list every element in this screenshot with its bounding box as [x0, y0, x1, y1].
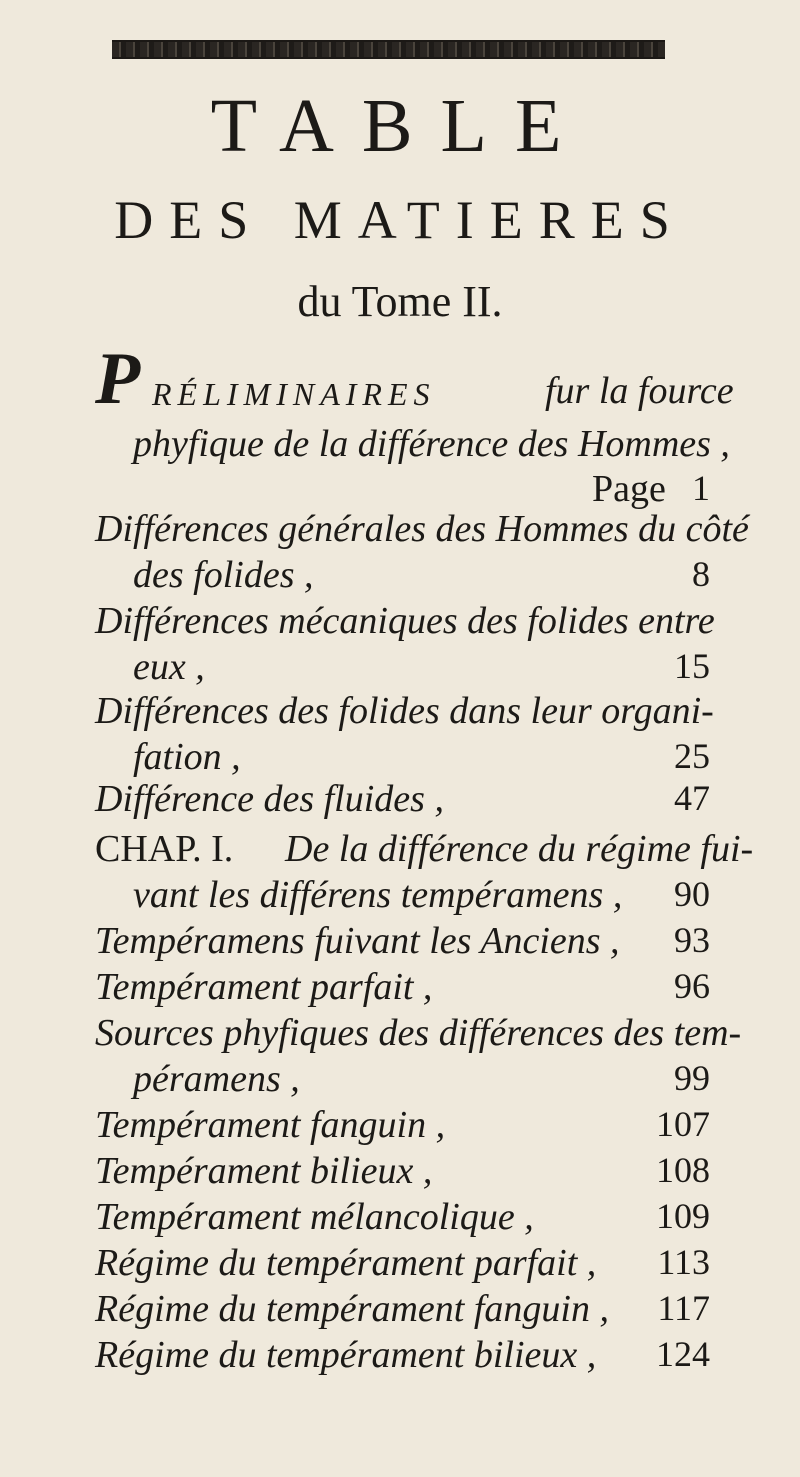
- toc-page-number: 109: [656, 1196, 710, 1236]
- toc-entry-text: Différences des folides dans leur organi-: [95, 690, 714, 732]
- toc-page-number: 93: [674, 920, 710, 960]
- toc-entry-text: fation ,: [133, 736, 241, 778]
- toc-page-number: 90: [674, 874, 710, 914]
- toc-entry-text: phyfique de la différence des Hommes ,: [133, 423, 730, 465]
- ornamental-rule: [112, 40, 665, 59]
- entry-heading-smallcaps: RÉLIMINAIRES: [152, 376, 436, 412]
- toc-entry-text: Sources phyfiques des différences des tem-: [95, 1012, 742, 1054]
- toc-entry-text: fur la fource: [545, 370, 734, 412]
- toc-entry-text: Tempéramens fuivant les Anciens ,: [95, 920, 620, 962]
- chapter-label: CHAP. I.: [95, 828, 234, 870]
- page-label: Page: [592, 468, 666, 510]
- toc-entry-text: vant les différens tempéramens ,: [133, 874, 623, 916]
- toc-page-number: 47: [674, 778, 710, 818]
- toc-entry-text: Différence des fluides ,: [95, 778, 444, 820]
- toc-entry-text: Tempérament fanguin ,: [95, 1104, 446, 1146]
- toc-entry-text: De la différence du régime fui-: [285, 828, 754, 870]
- toc-page-number: 15: [674, 646, 710, 686]
- toc-page-number: 117: [657, 1288, 710, 1328]
- toc-page-number: 96: [674, 966, 710, 1006]
- toc-entry-text: Tempérament parfait ,: [95, 966, 433, 1008]
- page-title: TABLE: [210, 84, 590, 168]
- toc-entry-text: Différences mécaniques des folides entre: [95, 600, 715, 642]
- toc-entry-text: Tempérament mélancolique ,: [95, 1196, 534, 1238]
- toc-page-number: 8: [692, 554, 710, 594]
- toc-entry-text: Régime du tempérament bilieux ,: [95, 1334, 597, 1376]
- toc-entry-text: Différences générales des Hommes du côté: [95, 508, 749, 550]
- toc-entry-text: Régime du tempérament fanguin ,: [95, 1288, 609, 1330]
- toc-page-number: 1: [692, 468, 710, 508]
- toc-page-number: 108: [656, 1150, 710, 1190]
- page-subtitle: DES MATIERES: [114, 190, 686, 250]
- toc-page-number: 113: [657, 1242, 710, 1282]
- toc-page-number: 124: [656, 1334, 710, 1374]
- toc-entry-text: eux ,: [133, 646, 205, 688]
- toc-entry-text: Tempérament bilieux ,: [95, 1150, 433, 1192]
- toc-page-number: 25: [674, 736, 710, 776]
- toc-entry-text: des folides ,: [133, 554, 314, 596]
- toc-page-number: 99: [674, 1058, 710, 1098]
- drop-cap: P: [95, 338, 141, 420]
- toc-page-number: 107: [656, 1104, 710, 1144]
- toc-entry-text: Régime du tempérament parfait ,: [95, 1242, 597, 1284]
- tome-label: du Tome II.: [297, 277, 503, 326]
- toc-entry-text: péramens ,: [133, 1058, 300, 1100]
